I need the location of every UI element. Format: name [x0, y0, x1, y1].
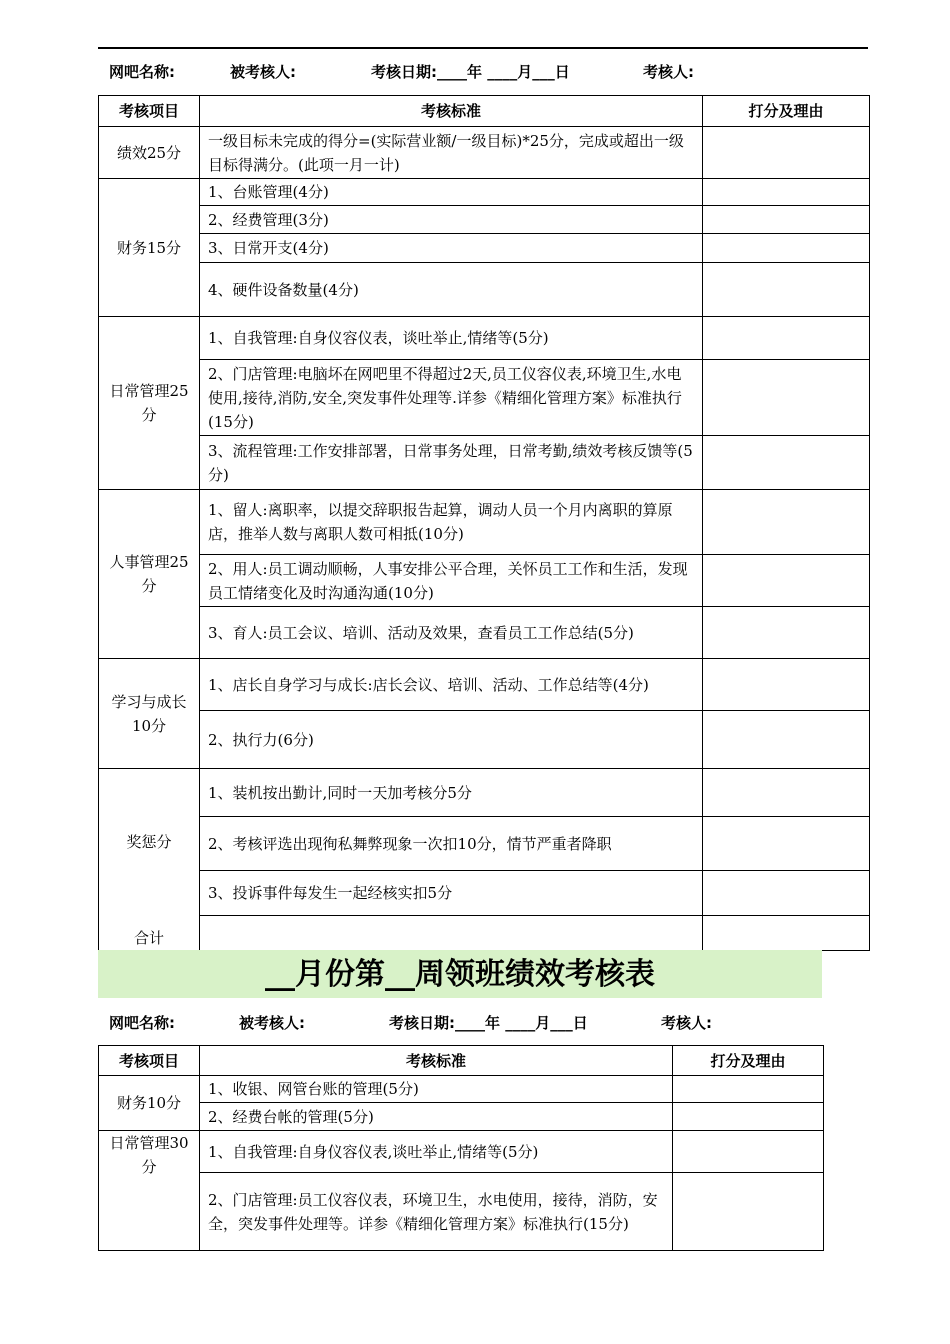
table-row: [99, 1173, 824, 1251]
score-cell[interactable]: [703, 769, 870, 817]
table-row: [99, 607, 870, 659]
criterion-text: 2、经费管理(3分): [200, 206, 703, 234]
criterion-text: 2、考核评选出现徇私舞弊现象一次扣10分，情节严重者降职: [200, 817, 703, 871]
score-cell[interactable]: [703, 555, 870, 607]
table-row: [99, 1076, 824, 1103]
table-row: [99, 179, 870, 206]
table-row: [99, 360, 870, 436]
criterion-text: 2、经费台帐的管理(5分): [200, 1103, 673, 1131]
category-finance-2: 财务10分: [99, 1076, 200, 1131]
netbar-name-label: 网吧名称:: [109, 63, 175, 81]
criterion-text: 一级目标未完成的得分=(实际营业额/一级目标)*25分，完成或超出一级目标得满分。(此项一月一计): [200, 127, 703, 179]
criterion-text: 1、留人:离职率，以提交辞职报告起算，调动人员一个月内离职的算原店，推举人数与离职人数可相抵(10分): [200, 490, 703, 555]
total-standard-cell: [200, 916, 703, 951]
table-row: [99, 817, 870, 871]
total-score-cell[interactable]: [703, 916, 870, 951]
assessment-table-2: [98, 1045, 824, 1251]
table-row: [99, 871, 870, 916]
table-row: [99, 711, 870, 769]
column-header-item: 考核项目: [99, 1046, 200, 1076]
table-row: [99, 555, 870, 607]
criterion-text: 2、门店管理:电脑坏在网吧里不得超过2天,员工仪容仪表,环境卫生,水电使用,接待,消防,安全,突发事件处理等.详参《精细化管理方案》标准执行(15分): [200, 360, 703, 436]
score-cell[interactable]: [703, 659, 870, 711]
table-row: [99, 490, 870, 555]
assessment-date-label: 考核日期:____年 ____月___日: [371, 63, 570, 81]
score-cell[interactable]: [673, 1173, 824, 1251]
column-header-standard: 考核标准: [200, 96, 703, 127]
table-row: [99, 659, 870, 711]
top-rule: [98, 47, 868, 49]
column-header-standard: 考核标准: [200, 1046, 673, 1076]
score-cell[interactable]: [703, 607, 870, 659]
category-hr-label: 人事管理25分: [109, 553, 189, 595]
assessor-label-2: 考核人:: [661, 1014, 712, 1032]
category-daily-label: 日常管理25分: [109, 382, 189, 424]
assessor-label: 考核人:: [643, 63, 694, 81]
criterion-text: 3、投诉事件每发生一起经核实扣5分: [200, 871, 703, 916]
total-row: [99, 916, 870, 951]
score-cell[interactable]: [703, 179, 870, 206]
criterion-text: 1、收银、网管台账的管理(5分): [200, 1076, 673, 1103]
column-header-item: 考核项目: [99, 96, 200, 127]
criterion-text: 3、日常开支(4分): [200, 234, 703, 263]
form-title: __月份第__周领班绩效考核表: [98, 950, 822, 998]
score-cell[interactable]: [703, 711, 870, 769]
table-row: [99, 206, 870, 234]
score-cell[interactable]: [703, 490, 870, 555]
score-cell[interactable]: [673, 1131, 824, 1173]
score-cell[interactable]: [703, 206, 870, 234]
table-row: [99, 1131, 824, 1173]
column-header-score: 打分及理由: [673, 1046, 824, 1076]
criterion-text: 2、门店管理:员工仪容仪表，环境卫生，水电使用，接待，消防，安全，突发事件处理等。详参《精细化管理方案》标准执行(15分): [200, 1173, 673, 1251]
score-cell[interactable]: [673, 1076, 824, 1103]
criterion-text: 1、装机按出勤计,同时一天加考核分5分: [200, 769, 703, 817]
total-label: 合计: [99, 916, 200, 951]
criterion-text: 3、流程管理:工作安排部署，日常事务处理，日常考勤,绩效考核反馈等(5分): [200, 436, 703, 490]
criterion-text: 1、店长自身学习与成长:店长会议、培训、活动、工作总结等(4分): [200, 659, 703, 711]
table-header-row: [99, 96, 870, 127]
category-finance: 财务15分: [99, 179, 200, 317]
score-cell[interactable]: [703, 127, 870, 179]
category-learning-label: 学习与成长10分: [111, 692, 187, 735]
criterion-text: 4、硬件设备数量(4分): [200, 263, 703, 317]
column-header-score: 打分及理由: [703, 96, 870, 127]
criterion-text: 1、台账管理(4分): [200, 179, 703, 206]
table-row: [99, 769, 870, 817]
netbar-name-label-2: 网吧名称:: [109, 1014, 175, 1032]
category-daily-2: [99, 1131, 200, 1251]
table-row: [99, 436, 870, 490]
category-daily-2-label: 日常管理30分: [109, 1134, 189, 1176]
score-cell[interactable]: [703, 360, 870, 436]
criterion-text: 2、执行力(6分): [200, 711, 703, 769]
category-rewards: 奖惩分: [99, 769, 200, 916]
score-cell[interactable]: [703, 234, 870, 263]
assessment-table-1: [98, 95, 870, 951]
category-hr: [99, 490, 200, 659]
category-performance: 绩效25分: [99, 127, 200, 179]
table-row: [99, 317, 870, 360]
table-row: [99, 1103, 824, 1131]
score-cell[interactable]: [703, 317, 870, 360]
score-cell[interactable]: [703, 263, 870, 317]
assessment-date-label-2: 考核日期:____年 ____月___日: [389, 1014, 588, 1032]
criterion-text: 1、自我管理:自身仪容仪表,谈吐举止,情绪等(5分): [200, 1131, 673, 1173]
score-cell[interactable]: [703, 871, 870, 916]
criterion-text: 1、自我管理:自身仪容仪表，谈吐举止,情绪等(5分): [200, 317, 703, 360]
criterion-text: 2、用人:员工调动顺畅，人事安排公平合理，关怀员工工作和生活，发现员工情绪变化及时沟通沟通(10分): [200, 555, 703, 607]
table-row: [99, 234, 870, 263]
category-learning: [99, 659, 200, 769]
assessee-label-2: 被考核人:: [239, 1014, 305, 1032]
category-daily: [99, 317, 200, 490]
table-row: [99, 127, 870, 179]
score-cell[interactable]: [703, 817, 870, 871]
criterion-text: 3、育人:员工会议、培训、活动及效果，查看员工工作总结(5分): [200, 607, 703, 659]
table-row: [99, 263, 870, 317]
score-cell[interactable]: [673, 1103, 824, 1131]
assessee-label: 被考核人:: [230, 63, 296, 81]
score-cell[interactable]: [703, 436, 870, 490]
table-header-row: [99, 1046, 824, 1076]
